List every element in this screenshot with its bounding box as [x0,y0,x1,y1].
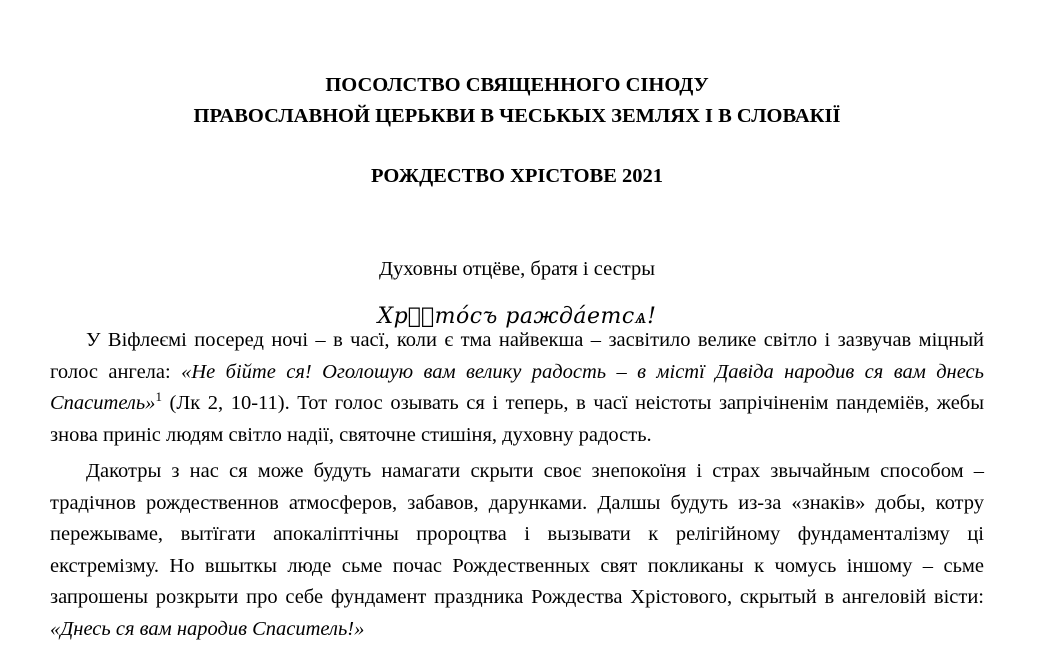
document-title: РОЖДЕСТВО ХРІСТОВЕ 2021 [370,165,664,187]
greeting: Духовны отцёве, братя і сестры [378,257,656,280]
header-line-1: ПОСОЛСТВО СВЯЩЕННОГО СІНОДУ [325,74,709,96]
paragraph-1-rest: (Лк 2, 10-11). Тот голос озывать ся і теперь, в часї неістоты запрічіненім пандеміёв, жебы знова приніс людям світло надії, святочне стишіня, духовну радость. [50,392,984,446]
paragraph-2-quote: «Днесь ся вам народив Спаситель!» [50,617,365,640]
paragraph-1-intro: У Віфлеємі посеред ночі – в часї, коли є тма найвекша – засвітило велике світло і зазвучав міцный голос ангела: [50,329,984,383]
paragraph-2-text: Дакотры з нас ся може будуть намагати скрыти своє знепокоїня і страх звычайным способом – традічнов рождественнов атмосферов, забавов, дарунками. Далшы будуть из-за «знаків» добы, котру пережываме, вытїгати апокаліптічны пророцтва і вызывати к релігійному фундаменталізму ці екстремізму. Но вшыткы люде сьме почас Рождественных свят покликаны к чомусь іншому – сьме запрошены розкрыти про себе фундамент праздника Рождества Хрістового, скрытый в ангеловій вісти: [50,460,984,608]
header-line-2: ПРАВОСЛАВНОЙ ЦЕРЬКВИ В ЧЕСЬКЫХ ЗЕМЛЯХ І В СЛОВАКІЇ [193,105,841,127]
footnote-marker[interactable]: 1 [155,389,162,405]
church-slavonic-exclamation: Хрⷭ҇то́съ ражда́етсѧ! [377,304,657,329]
paragraph-2 [50,456,984,645]
paragraph-1-quote: «Не бійте ся! Оголошую вам велику радость – в містї Давіда народив ся вам днесь Спаситель» [50,360,984,414]
paragraph-1 [50,325,984,451]
